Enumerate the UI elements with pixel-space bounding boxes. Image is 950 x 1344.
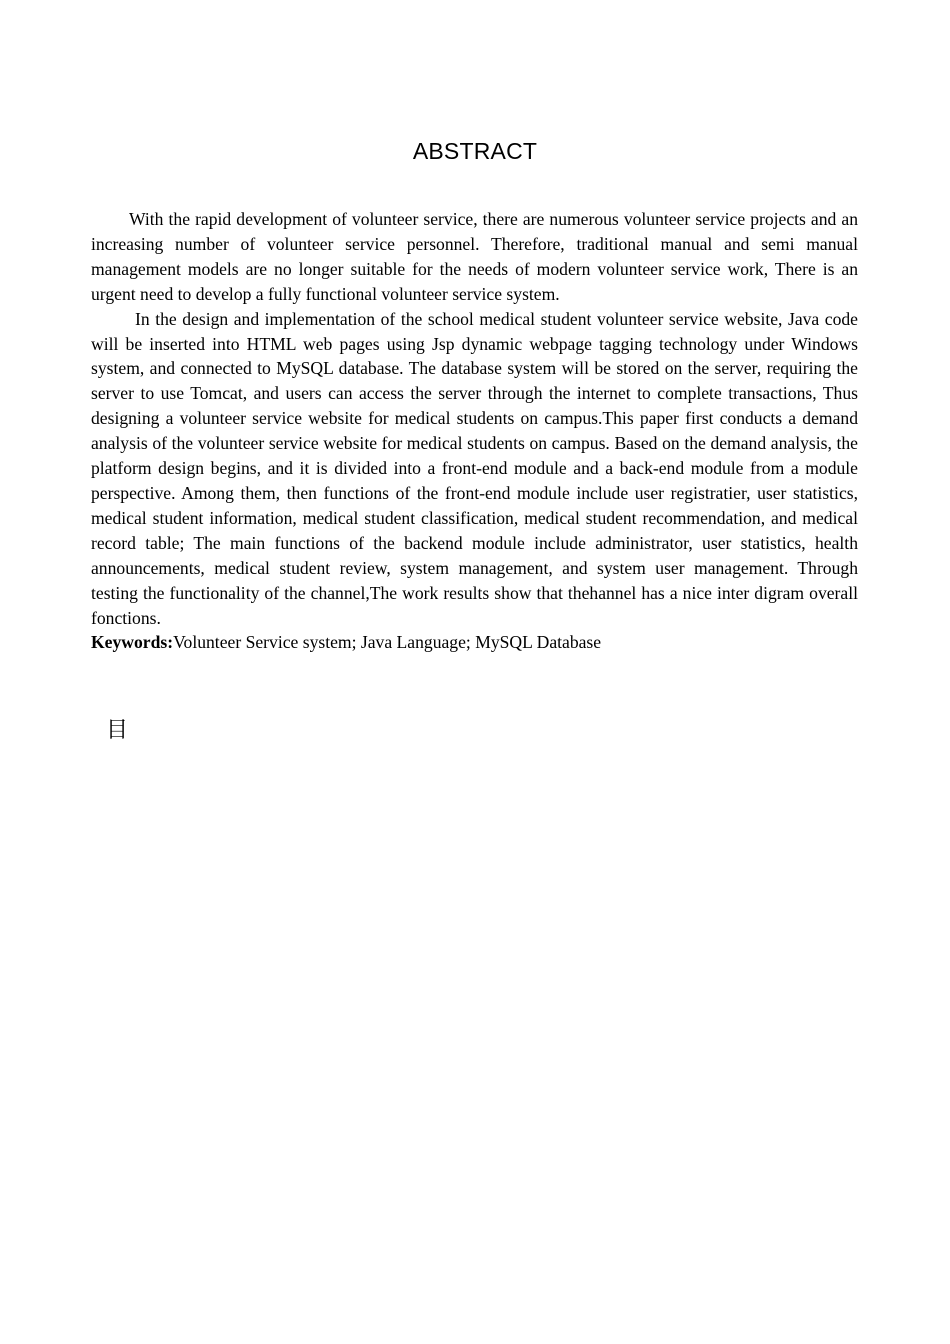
abstract-paragraph-2: In the design and implementation of the school medical student volunteer service website, Java code will be inserted into HTML web pages using Jsp dynamic webpage tagging technology under Windows system, and connected to MySQL database. The database system will be stored on the server, requiring the server to use Tomcat, and users can access the server through the internet to complete transactions, Thus designing a volunteer service website for medical students on campus.This paper first conducts a demand analysis of the volunteer service website for medical students on campus. Based on the demand analysis, the platform design begins, and it is divided into a front-end module and a back-end module from a module perspective. Among them, then functions of the front-end module include user registratier, user statistics, medical student information, medical student classification, medical student recommendation, and medical record table; The main functions of the backend module include administrator, user statistics, health announcements, medical student review, system management, and system user management. Through testing the functionality of the channel,The work results show that thehannel has a nice inter digram overall fonctions. [91, 308, 858, 628]
keywords-text: Volunteer Service system; Java Language; MySQL Database [173, 632, 602, 653]
abstract-paragraph-1: With the rapid development of volunteer service, there are numerous volunteer service projects and an increasing number of volunteer service personnel. Therefore, traditional manual and semi manual management models are no longer suitable for the needs of modern volunteer service work, There is an urgent need to develop a fully functional volunteer service system. [91, 209, 858, 304]
keywords-line [91, 630, 858, 655]
abstract-body [91, 207, 858, 655]
keywords-label: Keywords: [91, 632, 174, 653]
abstract-title: ABSTRACT [412, 138, 538, 164]
table-of-contents-heading: 目 [106, 718, 129, 743]
